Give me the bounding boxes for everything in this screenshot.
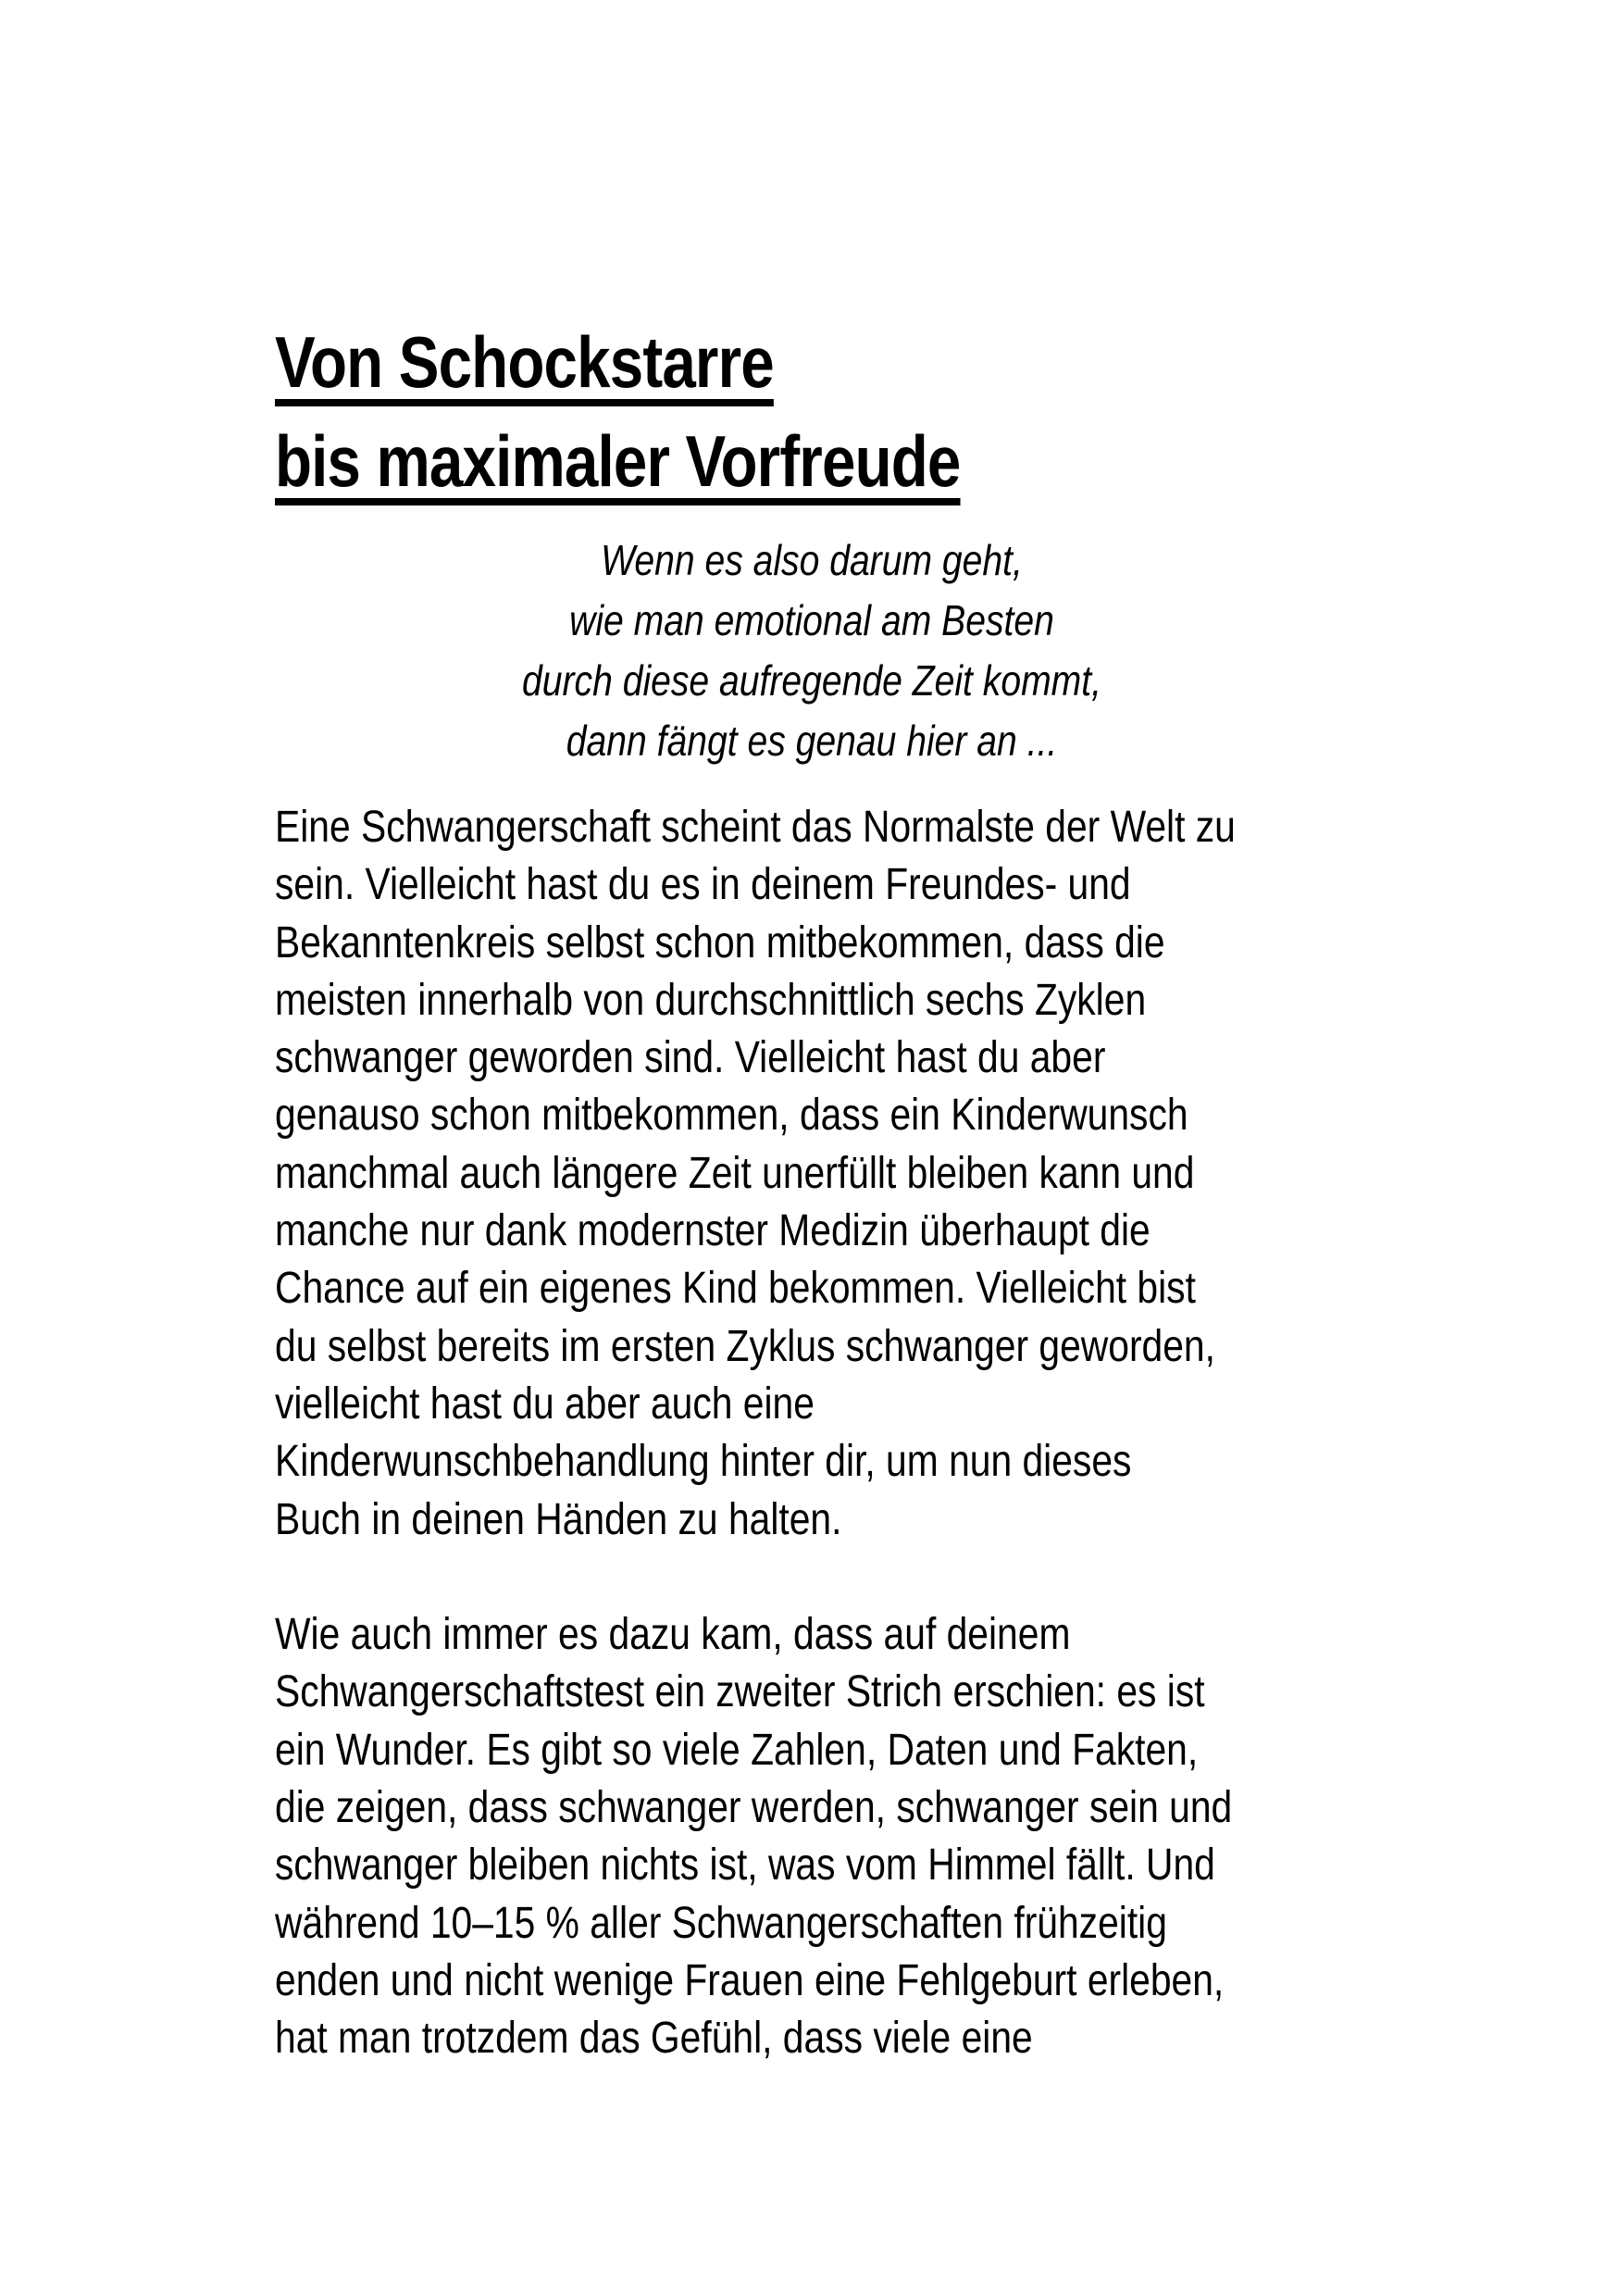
text-line: Wenn es also darum geht, — [601, 536, 1023, 584]
text-line: bis maximaler Vorfreude — [275, 420, 961, 503]
page-title — [275, 313, 961, 511]
text-line: Bekanntenkreis selbst schon mitbekommen, dass die — [275, 917, 1165, 967]
text-line: du selbst bereits im ersten Zyklus schwanger geworden, — [275, 1321, 1215, 1371]
text-line: Von Schockstarre — [275, 321, 774, 404]
text-line: Buch in deinen Händen zu halten. — [275, 1494, 842, 1544]
text-line: Kinderwunschbehandlung hinter dir, um nun dieses — [275, 1437, 1132, 1487]
text-line: die zeigen, dass schwanger werden, schwanger sein und — [275, 1783, 1233, 1833]
text-line: vielleicht hast du aber auch eine — [275, 1379, 815, 1429]
text-line: dann fängt es genau hier an ... — [566, 717, 1058, 765]
text-line: ein Wunder. Es gibt so viele Zahlen, Daten und Fakten, — [275, 1725, 1199, 1775]
text-line: durch diese aufregende Zeit kommt, — [522, 656, 1101, 705]
text-line: Eine Schwangerschaft scheint das Normalste der Welt zu — [275, 803, 1236, 852]
paragraph-2 — [275, 1606, 1233, 2067]
text-line: Chance auf ein eigenes Kind bekommen. Vielleicht bist — [275, 1264, 1196, 1314]
text-line: während 10–15 % aller Schwangerschaften frühzeitig — [275, 1898, 1167, 1948]
text-line: Wie auch immer es dazu kam, dass auf deinem — [275, 1610, 1071, 1660]
intro-quote — [355, 530, 1268, 771]
text-line: schwanger bleiben nichts ist, was vom Himmel fällt. Und — [275, 1841, 1215, 1890]
text-line: sein. Vielleicht hast du es in deinem Freundes- und — [275, 860, 1131, 910]
text-line: genauso schon mitbekommen, dass ein Kinderwunsch — [275, 1091, 1188, 1141]
text-line: schwanger geworden sind. Vielleicht hast du aber — [275, 1033, 1106, 1083]
text-line: manche nur dank modernster Medizin überhaupt die — [275, 1206, 1151, 1256]
text-line: manchmal auch längere Zeit unerfüllt bleiben kann und — [275, 1148, 1195, 1198]
text-line: hat man trotzdem das Gefühl, dass viele eine — [275, 2014, 1033, 2064]
body-text — [275, 799, 1236, 2068]
text-line: enden und nicht wenige Frauen eine Fehlgeburt erleben, — [275, 1955, 1225, 2005]
text-line: wie man emotional am Besten — [569, 596, 1054, 644]
text-line: meisten innerhalb von durchschnittlich sechs Zyklen — [275, 975, 1147, 1025]
paragraph-1 — [275, 799, 1236, 1549]
text-line: Schwangerschaftstest ein zweiter Strich erschien: es ist — [275, 1667, 1205, 1717]
